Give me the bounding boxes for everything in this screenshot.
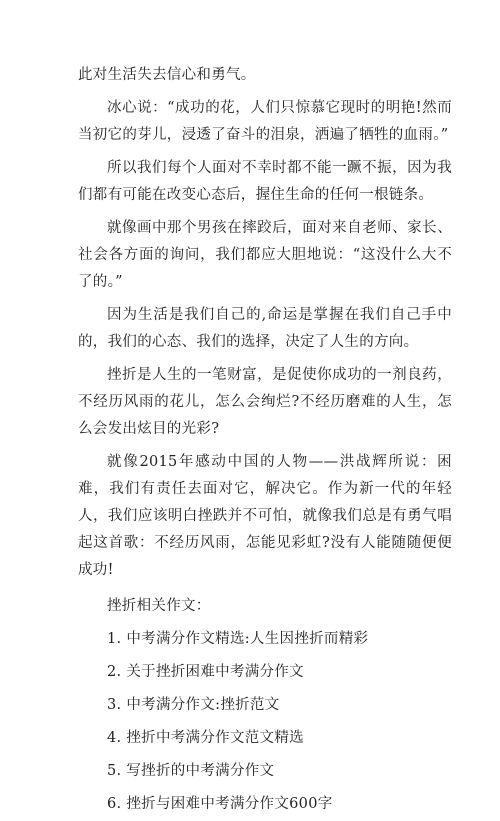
related-essays-list — [78, 623, 452, 821]
list-item[interactable] — [78, 755, 452, 788]
paragraph-1: 此对生活失去信心和勇气。 — [78, 67, 256, 83]
paragraph-5: 因为生活是我们自己的,命运是掌握在我们自己手中的，我们的心态、我们的选择，决定了人生的方向。 — [78, 307, 452, 350]
paragraph-3: 所以我们每个人面对不幸时都不能一蹶不振，因为我们都有可能在改变心态后，握住生命的任何一根链条。 — [78, 160, 452, 203]
paragraph-4: 就像画中那个男孩在摔跤后，面对来自老师、家长、社会各方面的询问，我们都应大胆地说：“这没什么大不了的。” — [78, 220, 452, 290]
related-link-5[interactable]: 5. 写挫折的中考满分作文 — [107, 763, 275, 779]
related-link-2[interactable]: 2. 关于挫折困难中考满分作文 — [107, 664, 304, 680]
related-link-1[interactable]: 1. 中考满分作文精选:人生因挫折而精彩 — [107, 631, 369, 647]
paragraph-6: 挫折是人生的一笔财富，是促使你成功的一剂良药，不经历风雨的花儿，怎么会绚烂?不经历磨难的人生，怎么会发出炫目的光彩? — [78, 367, 452, 437]
list-item[interactable] — [78, 788, 452, 821]
related-essays-title: 挫折相关作文： — [107, 598, 211, 614]
list-item[interactable] — [78, 656, 452, 689]
related-link-6[interactable]: 6. 挫折与困难中考满分作文600字 — [107, 796, 333, 812]
related-link-4[interactable]: 4. 挫折中考满分作文范文精选 — [107, 730, 304, 746]
list-item[interactable] — [78, 689, 452, 722]
paragraph-7: 就像2015年感动中国的人物——洪战辉所说：困难，我们有责任去面对它，解决它。作为新一代的年轻人，我们应该明白挫跌并不可怕，就像我们总是有勇气唱起这首歌：不经历风雨，怎能见彩虹?没有人能随随便便成功! — [78, 454, 452, 578]
list-item[interactable] — [78, 722, 452, 755]
related-link-3[interactable]: 3. 中考满分作文:挫折范文 — [107, 697, 280, 713]
list-item[interactable] — [78, 623, 452, 656]
paragraph-2: 冰心说：“成功的花，人们只惊慕它现时的明艳!然而当初它的芽儿，浸透了奋斗的泪泉，洒遍了牺牲的血雨。” — [78, 100, 452, 143]
